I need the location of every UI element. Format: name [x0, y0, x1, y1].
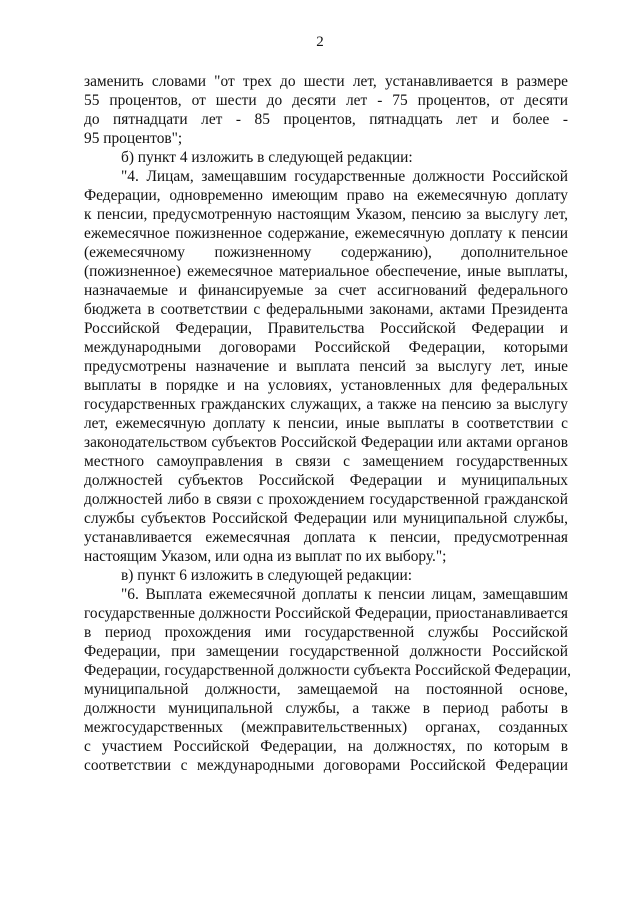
document-body	[84, 72, 571, 775]
text-line: назначаемые и финансируемые за счет ассигнований федерального	[84, 282, 568, 299]
text-line: законодательством субъектов Российской Федерации или актами органов	[84, 434, 568, 451]
text-line: устанавливается ежемесячная доплата к пенсии, предусмотренная	[84, 529, 568, 546]
text-line: до пятнадцати лет - 85 процентов, пятнадцать лет и более -	[84, 111, 568, 128]
text-line: Федерации, государственной должности субъекта Российской Федерации,	[84, 662, 571, 679]
text-line: межгосударственных (межправительственных) органах, созданных	[84, 719, 568, 736]
text-line: должностей либо в связи с прохождением государственной гражданской	[84, 491, 568, 508]
text-line: Федерации, одновременно имеющим право на ежемесячную доплату	[84, 187, 568, 204]
text-line: "6. Выплата ежемесячной доплаты к пенсии лицам, замещавшим	[121, 586, 568, 603]
text-line: в период прохождения ими государственной службы Российской	[84, 624, 568, 641]
text-line: лет, ежемесячную доплату к пенсии, иные выплаты в соответствии с	[84, 415, 568, 432]
text-line: заменить словами "от трех до шести лет, устанавливается в размере	[84, 73, 568, 90]
text-line: "4. Лицам, замещавшим государственные должности Российской	[121, 168, 568, 185]
text-line: (ежемесячному пожизненному содержанию), дополнительное	[84, 244, 568, 261]
text-line: настоящим Указом, или одна из выплат по их выбору.";	[84, 548, 447, 565]
text-line: б) пункт 4 изложить в следующей редакции:	[121, 149, 413, 166]
text-line: должности муниципальной службы, а также в период работы в	[84, 700, 568, 717]
text-line: государственные должности Российской Федерации, приостанавливается	[84, 605, 568, 622]
text-line: (пожизненное) ежемесячное материальное обеспечение, иные выплаты,	[84, 263, 568, 280]
text-line: международными договорами Российской Федерации, которыми	[84, 339, 568, 356]
text-line: должностей субъектов Российской Федерации и муниципальных	[84, 472, 568, 489]
text-line: ежемесячное пожизненное содержание, ежемесячную доплату к пенсии	[84, 225, 568, 242]
page-number: 2	[316, 34, 324, 50]
text-line: государственных гражданских служащих, а также на пенсию за выслугу	[84, 396, 568, 413]
text-line: местного самоуправления в связи с замещением государственных	[84, 453, 568, 470]
text-line: Федерации, при замещении государственной должности Российской	[84, 643, 568, 660]
text-line: соответствии с международными договорами Российской Федерации	[84, 757, 568, 774]
text-line: бюджета в соответствии с федеральными законами, актами Президента	[84, 301, 568, 318]
text-line: к пенсии, предусмотренную настоящим Указом, пенсию за выслугу лет,	[84, 206, 568, 223]
text-line: выплаты в порядке и на условиях, установленных для федеральных	[84, 377, 568, 394]
text-line: муниципальной должности, замещаемой на постоянной основе,	[84, 681, 568, 698]
text-line: с участием Российской Федерации, на должностях, по которым в	[84, 738, 568, 755]
text-line: Российской Федерации, Правительства Российской Федерации и	[84, 320, 568, 337]
text-line: 95 процентов";	[84, 130, 183, 147]
text-line: предусмотрены назначение и выплата пенсий за выслугу лет, иные	[84, 358, 568, 375]
text-line: 55 процентов, от шести до десяти лет - 75 процентов, от десяти	[84, 92, 568, 109]
text-line: в) пункт 6 изложить в следующей редакции:	[121, 567, 413, 584]
text-line: службы субъектов Российской Федерации или муниципальной службы,	[84, 510, 568, 527]
